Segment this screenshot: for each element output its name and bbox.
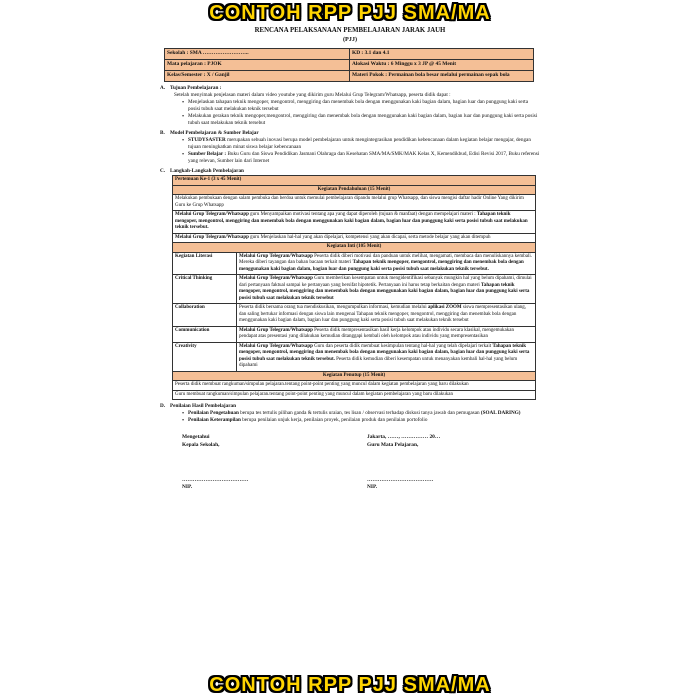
bold-text: Tahapan teknik mengoper, mengontrol, menggiring dan menembak bola dengan menggunakan kaki bagian dalam, bagian luar dan punggung kaki serta posisi tubuh saat melakukan teknik tersebut. (239, 260, 524, 272)
bold-text: Melalui Grup Telegram/Whatsapp (239, 253, 313, 259)
info-table (164, 48, 534, 82)
kepala-sekolah-nip: NIP. (182, 484, 193, 491)
collab-label: Collaboration (173, 304, 237, 327)
bold-text: Tahapan teknik mengoper, mengontrol, menggiring dan menembak bola dengan menggunakan kaki bagian dalam, bagian luar dan punggung kaki serta posisi tubuh saat melakukan teknik tersebut. (239, 343, 530, 362)
bold-text: Penilaian Pengetahuan (188, 410, 239, 417)
penutup-step-2: Guru membuat rangkuman/simpulan pelajaran.tentang point-point penting yang muncul dalam kegiatan pembelajaran yang baru dilakukan (173, 390, 536, 400)
bold-text: Melalui Grup Telegram/Whatsapp (239, 276, 313, 282)
steps-table (172, 175, 536, 400)
pendahuluan-step-1: Melakukan pembukaan dengan salam pembuka dan berdoa untuk memulai pembelajaran dipandu melalui grup Whatsapp, dan siswa mengisi daftar hadir Online Yang dikirim Guru ke Grup Whatsapp (173, 195, 536, 211)
section-a-title: Tujuan Pembelajaran : (170, 85, 222, 92)
inti-header: Kegiatan Inti (105 Menit) (173, 243, 536, 253)
bottom-banner: CONTOH RPP PJJ SMA/MA (209, 674, 491, 696)
kepala-sekolah-name-line: ………………………………. (182, 477, 249, 484)
critical-label: Critical Thinking (173, 275, 237, 304)
kepala-sekolah-label: Kepala Sekolah, (182, 441, 220, 448)
list-item: • Melakukan gerakan teknik mengoper,mengontrol, menggiring dan menembak bola dengan menggunakan kaki bagian dalam, bagian luar dan punggung kaki serta posisi tubuh saat melakukan teknik tersebut (182, 113, 540, 127)
bold-text: Melalui Grup Telegram/Whatsapp (175, 234, 249, 240)
plain-text: Peserta didik bersama orang tua mendiskusikan, mengumpulkan informasi, kemudian melalui (239, 305, 428, 311)
list-item (182, 137, 540, 151)
sumber-belajar-text: Buku Guru dan Siswa Pendidikan Jasmani Olahraga dan Kesehatan SMA/MA/SMK/MAK Kelas X, Kemendikbud, Edisi Revisi 2017, Buku referensi yang relevan, Sumber lain dari Internet (188, 151, 540, 165)
guru-label: Guru Mata Pelajaran, (367, 441, 419, 448)
signature-left (182, 434, 355, 491)
section-d-list (182, 410, 540, 424)
rpp-document (160, 27, 540, 492)
place-date: Jakarta, ……, …………… 20… (367, 434, 441, 441)
mengetahui-label: Mengetahui (182, 434, 210, 441)
bold-text: Tahapan teknik mengoper, mengontrol, menggiring dan menembak bola dengan menggunakan kaki bagian dalam, bagian luar dan punggung kaki serta posisi tubuh saat melakukan teknik tersebut. (175, 212, 528, 231)
guru-name-line: ………………………………. (367, 477, 434, 484)
plain-text: Peserta didik kemudian diberi kesempatan untuk menanyakan kembali hal-hal yang belum dipahami (239, 356, 518, 369)
sumber-belajar-label: Sumber Belajar : (188, 151, 227, 158)
document-title: RENCANA PELAKSANAAN PEMBELAJARAN JARAK JAUH (254, 27, 446, 34)
info-alokasi: Alokasi Waktu : 6 Minggu x 3 JP @ 45 Menit (350, 60, 534, 71)
info-materi: Materi Pokok : Permainan bola besar melalui permainan sepak bola (350, 71, 534, 82)
plain-text: berupa tes tertulis pilihan ganda & tertulis uraian, tes lisan / observasi terhadap diskusi tanya jawab dan pemugasan (238, 410, 481, 417)
plain-text: Guru dan peserta didik membuat kesimpulan tentang hal-hal yang telah dipelajari terkait (312, 343, 493, 349)
guru-nip: NIP. (367, 484, 378, 491)
bold-text: aplikasi ZOOM (427, 305, 462, 311)
list-item (182, 151, 540, 165)
signature-right (367, 434, 540, 491)
list-item (182, 417, 540, 424)
pertemuan-header: Pertemuan Ke-1 (3 x 45 Menit) (173, 176, 536, 186)
plain-text: Peserta didik diberi motivasi dan panduan untuk melihat, mengamati, membaca dan menuliskannya kembali. Mereka diberi tayangan dan bahan bacaan terkait materi (239, 253, 533, 266)
pendahuluan-step-2 (173, 211, 536, 234)
list-item: • Menjelaskan tahapan teknik mengoper, mengontrol, menggiring dan menembak bola dengan menggunakan kaki bagian dalam, bagian luar dan punggung kaki serta posisi tubuh saat melakukan teknik tersebut (182, 99, 540, 113)
section-a-heading (160, 85, 540, 92)
penutup-step-1: Peserta didik membuat rangkuman/simpulan pelajaran.tentang point-point penting yang muncul dalam kegiatan pembelajaran yang baru dilakukan (173, 381, 536, 391)
creat-text (237, 342, 536, 371)
signature-block (182, 434, 540, 491)
info-kelas: Kelas/Semester : X / Ganjil (165, 71, 350, 82)
comm-label: Communication (173, 326, 237, 342)
bold-text: Melalui Grup Telegram/Whatsapp (239, 327, 313, 333)
top-banner: CONTOH RPP PJJ SMA/MA (209, 2, 491, 24)
penutup-header: Kegiatan Penutup (15 Menit) (173, 371, 536, 381)
pendahuluan-step-3 (173, 233, 536, 243)
bold-text: Tahapan teknik mengoper, mengontrol, menggiring dan menembak bola dengan menggunakan kaki bagian dalam, bagian luar dan punggung kaki serta posisi tubuh saat melakukan teknik tersebut (239, 282, 530, 301)
studysaster-text: merupakan sebuah inovasi berupa model pembelajaran untuk mengintegrasikan pendidikan kebencanaan dalam kegiatan belajar mengajar, dengan tujuan meningkatkan minat siswa belajar kebencanaan (188, 137, 531, 151)
critical-text (237, 275, 536, 304)
bold-text: Melalui Grup Telegram/Whatsapp (239, 343, 313, 349)
info-sekolah: Sekolah : SMA …………………….. (165, 49, 350, 60)
plain-text: siswa mempresentasikan ulang, dan saling bertukar informasi dengan siswa lain mengenai Tahapan teknik mengoper, mengontrol, menggiring dan menembak bola dengan menggunakan kaki bagian dalam, bagian luar dan punggung kaki serta posisi tubuh saat melakukan teknik tersebut (239, 305, 527, 324)
info-kd: KD : 3.1 dan 4.1 (350, 49, 534, 60)
section-a-letter: A. (160, 85, 166, 92)
plain-text: Guru memberikan kesempatan untuk mengidentifikasi sebanyak mungkin hal yang belum dipahami, dimulai dari pertanyaan faktual sampai ke pertanyaan yang bersifat hipotetik. Pertanyaan ini harus tetap berkaitan dengan materi (239, 276, 532, 288)
comm-text (237, 326, 536, 342)
plain-text: guru Menjelaskan hal-hal yang akan dipelajari, kompetensi yang akan dicapai, serta metode belajar yang akan ditempuh (248, 234, 491, 240)
bold-text: Penilaian Keterampilan (188, 417, 241, 424)
studysaster-label: STUDYSASTER (188, 137, 226, 144)
section-c-letter: C. (160, 168, 166, 175)
plain-text: guru Menyampaikan motivasi tentang apa yang dapat diperoleh (tujuan & manfaat) dengan mempelajari materi : (248, 212, 477, 218)
section-a-list (182, 99, 540, 127)
collab-text (237, 304, 536, 327)
bold-text: (SOAL DARING) (480, 410, 521, 417)
section-b-letter: B. (160, 130, 165, 137)
section-c-heading (160, 168, 540, 175)
section-b-list (182, 137, 540, 165)
creat-label: Creativity (173, 342, 237, 371)
info-mapel: Mata pelajaran : PJOK (165, 60, 350, 71)
plain-text: Peserta didik mempresentasikan hasil kerja kelompok atau individu secara klasikal, mengemukakan pendapat atas presentasi yang dilakukan kemudian ditanggapi kembali oleh kelompok atau individu yang mempresentasikan (239, 327, 514, 340)
document-subtitle: (PJJ) (342, 35, 358, 43)
section-b-heading (160, 130, 540, 137)
pendahuluan-header: Kegiatan Pendahuluan (15 Menit) (173, 185, 536, 195)
section-d-letter: D. (160, 403, 166, 410)
section-a-intro: Setelah menyimak penjelasan materi dalam video youtube yang dikirim guru Melalui Grup Telegram/Whatsapp, peserta didik dapat : (174, 92, 451, 99)
section-b-title: Model Pembelajaran & Sumber Belajar (170, 130, 259, 137)
section-d-title: Penilaian Hasil Pembelajaran (170, 403, 236, 410)
section-c-title: Langkah-Langkah Pembelajaran (170, 168, 244, 175)
literasi-text (237, 252, 536, 275)
plain-text: berupa penilaian unjuk kerja, penilaian proyek, penilaian produk dan penilaian portofolio (240, 417, 428, 424)
literasi-label: Kegiatan Literasi (173, 252, 237, 275)
bold-text: Melalui Grup Telegram/Whatsapp (175, 212, 249, 218)
